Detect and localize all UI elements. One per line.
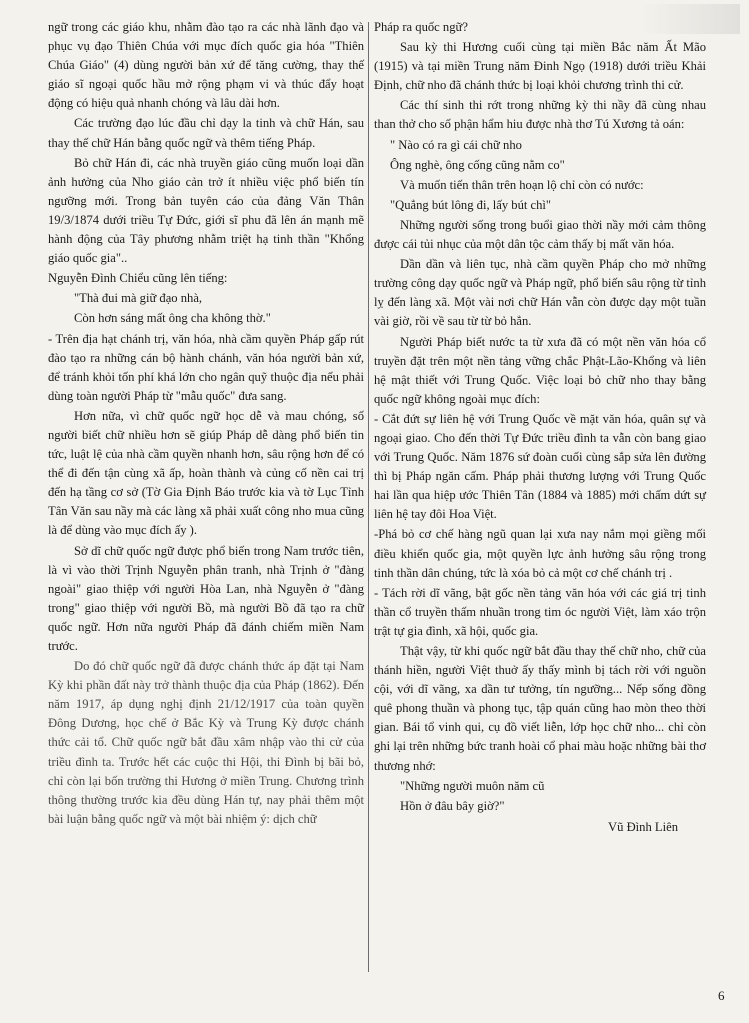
paragraph: -Phá bỏ cơ chế hàng ngũ quan lại xưa nay nắm mọi giềng mối điều khiển quốc gia, một quyền lực ảnh hưởng sâu rộng trong tinh thần dân chúng, tức là xóa bỏ cả một cơ chế chánh trị .: [374, 527, 706, 580]
poem-line: Hồn ở đâu bây giờ?": [400, 798, 505, 813]
paragraph: Thật vậy, từ khi quốc ngữ bắt đầu thay thế chữ nho, chữ của thánh hiền, người Việt thuở ấy thấy mình bị tách rời với nguồn cội, với dĩ vãng, xa dần tư tưởng, tín ngưỡng... Nếp sống đồng quê phong thuần và phong tục, tập quán cũng hao mòn theo thời gian. Bái tổ vinh qui, cụ đồ viết liễn, lớp học chữ nho... chỉ còn ghi lại trên những bức tranh hoài cổ phai màu hoặc những bài thơ thương nhớ:: [374, 644, 706, 773]
poem-line: Còn hơn sáng mất ông cha không thờ.": [74, 311, 271, 326]
poem-line: Ông nghè, ông cống cũng nằm co": [390, 157, 565, 172]
paragraph: Và muốn tiến thân trên hoạn lộ chỉ còn có nước:: [400, 177, 644, 192]
paragraph: Các thí sinh thi rớt trong những kỳ thi nầy đã cùng nhau than thở cho số phận hẩm hiu được nhà thơ Tú Xương tả oán:: [374, 98, 706, 132]
paragraph: Do đó chữ quốc ngữ đã được chánh thức áp đặt tại Nam Kỳ khi phần đất này trở thành thuộc địa của Pháp (1862). Đến năm 1917, áp dụng nghị định 21/12/1917 của toàn quyền Đông Dương, học chế ở Bắc Kỳ và Trung Kỳ được chánh thức cải tổ. Chữ quốc ngữ bắt đầu xâm nhập vào thi cử của triều đình ta. Trước hết các cuộc thi Hội, thi Đình bị bãi bỏ, chỉ còn lại bốn trường thi Hương ở miền Trung. Chương trình thông thường trước kia đều dùng Hán tự, nay phải thêm một bài luận bằng quốc ngữ và một bài nhiệm ý: dịch chữ: [48, 659, 364, 826]
paragraph: Hơn nữa, vì chữ quốc ngữ học dễ và mau chóng, số người biết chữ nhiều hơn sẽ giúp Pháp dễ dàng phổ biến tin tức, luật lệ của nhà cầm quyền nhanh hơn, sâu rộng hơn để có thể đi đến tận cùng xã ấp, hoàn thành và củng cố nền cai trị đến hạ tầng cơ sở (Tờ Gia Định Báo trước kia và tờ Lục Tỉnh Tân Văn sau nầy mà các làng xã phải xuất công nho mua cũng là để dùng vào mục đích ấy ).: [48, 408, 364, 538]
paragraph: ngữ trong các giáo khu, nhằm đào tạo ra các nhà lãnh đạo và phục vụ đạo Thiên Chúa với mục đích quốc gia hóa "Thiên Chúa Giáo" (4) dùng người bản xứ để tăng cường, thay thế giáo sĩ ngoại quốc hầu mở rộng phạm vi và thúc đẩy hoạt động có hiệu quả nhanh chóng và lâu dài hơn.: [48, 20, 364, 111]
paragraph: Những người sống trong buổi giao thời nầy mới cảm thông được cái tủi nhục của một dân tộc cảm thấy bị mất văn hóa.: [374, 217, 706, 252]
poem-line: "Những người muôn năm cũ: [400, 778, 545, 793]
page-number: 6: [718, 988, 725, 1003]
paragraph: Dần dần và liên tục, nhà cầm quyền Pháp cho mở những trường công dạy quốc ngữ và Pháp ngữ, phổ biến sâu rộng từ tỉnh lỵ đến làng xã. Một vài nơi chữ Hán vẫn còn được dạy một tuần vài giờ, rồi về sau từ từ bỏ hẳn.: [374, 257, 706, 329]
paragraph: Nguyễn Đình Chiểu cũng lên tiếng:: [48, 271, 228, 286]
paragraph: Người Pháp biết nước ta từ xưa đã có một nền văn hóa cổ truyền đặt trên một nền tảng vững chắc Phật-Lão-Khổng và liên hệ mật thiết với Trung Quốc. Việc loại bỏ chữ nho thay bằng quốc ngữ không ngoài mục đích:: [374, 334, 706, 406]
poem-line: "Quẳng bút lông đi, lấy bút chì": [390, 197, 552, 212]
paragraph: - Trên địa hạt chánh trị, văn hóa, nhà cầm quyền Pháp gấp rút đào tạo ra những cán bộ hành chánh, văn hóa người bản xứ, để tránh khỏi tốn phí khá lớn cho ngân quỹ thuộc địa nếu phải dùng toàn người Pháp từ "mẫu quốc" đưa sang.: [48, 331, 364, 403]
column-divider: [368, 22, 369, 972]
paragraph: Bỏ chữ Hán đi, các nhà truyền giáo cũng muốn loại dần ảnh hưởng của Nho giáo cản trở ít nhiều việc phổ biến tín ngưỡng mới. Trong bản tuyên cáo của đảng Văn Thân 19/3/1874 dưới triều Tự Đức, giới sĩ phu đã lên án mạnh mẽ hành động của Tây phương nhằm triệt hạ tinh thần "Khổng giáo quốc gia"..: [48, 155, 364, 266]
poem-line: "Thà đui mà giữ đạo nhà,: [74, 291, 203, 306]
author-signature: Vũ Đình Liên: [608, 819, 678, 834]
left-column: [48, 18, 364, 830]
paragraph: - Cắt đứt sự liên hệ với Trung Quốc về mặt văn hóa, quân sự và ngoại giao. Cho đến thời Tự Đức triều đình ta vẫn còn bang giao với Trung Quốc. Năm 1876 sứ đoàn cuối cùng sắp sửa lên đường thì bị Pháp ngăn cấm. Pháp phải thương lượng với Trung Quốc hai lần qua hiệp ước Thiên Tân (1884 và 1885) mới chấm dứt sự liên hệ tay đôi Hoa Việt.: [374, 411, 706, 522]
paragraph: Sau kỳ thi Hương cuối cùng tại miền Bắc năm Ất Mão (1915) và tại miền Trung năm Đinh Ngọ (1918) dưới triều Khải Định, chữ nho đã chánh thức bị loại khỏi chương trình thi cử.: [374, 40, 706, 93]
poem-line: " Nào có ra gì cái chữ nho: [390, 137, 522, 152]
paragraph: Các trường đạo lúc đầu chỉ dạy la tinh và chữ Hán, sau thay thế chữ Hán bằng quốc ngữ và thêm tiếng Pháp.: [48, 116, 364, 150]
paragraph: Sở dĩ chữ quốc ngữ được phổ biến trong Nam trước tiên, là vì vào thời Trịnh Nguyễn phân tranh, nhà Trịnh ở "đàng ngoài" giao thiệp với người Hòa Lan, nhà Nguyễn ở "đàng trong" giao thiệp với người Bồ, mà người Bồ đã tạo ra chữ quốc ngữ. Hơn nữa người Pháp đã đánh chiếm miền Nam trước.: [48, 543, 364, 653]
paragraph: - Tách rời dĩ vãng, bật gốc nền tảng văn hóa với các giá trị tinh thần cổ truyền thấm nhuần trong tim óc người Việt, làm xáo trộn trật tự gia đình, xã hội, quốc gia.: [374, 585, 706, 638]
right-column: [374, 18, 706, 838]
paragraph: Pháp ra quốc ngữ?: [374, 20, 468, 34]
